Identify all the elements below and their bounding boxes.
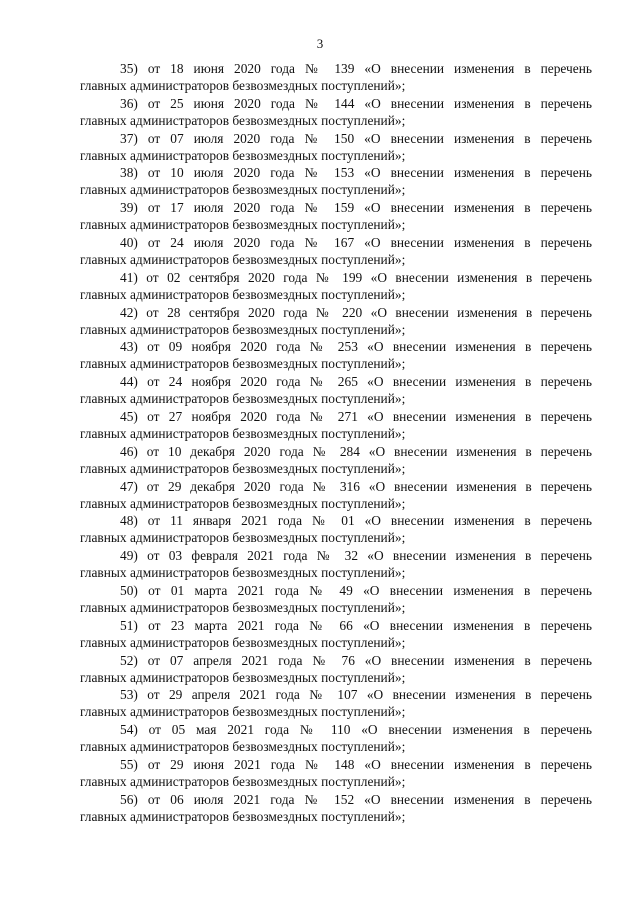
list-item (80, 756, 592, 791)
list-item (80, 408, 592, 443)
list-item (80, 338, 592, 373)
list-item (80, 199, 592, 234)
list-item (80, 130, 592, 165)
list-item-second-line: главных администраторов безвозмездных поступлений»; (80, 704, 406, 720)
list-item (80, 617, 592, 652)
list-item-first-line: 50) от 01 марта 2021 года № 49 «О внесении изменения в перечень (120, 582, 592, 598)
list-item-first-line: 42) от 28 сентября 2020 года № 220 «О внесении изменения в перечень (120, 304, 592, 320)
list-item-first-line: 45) от 27 ноября 2020 года № 271 «О внесении изменения в перечень (120, 408, 592, 424)
list-item-first-line: 56) от 06 июля 2021 года № 152 «О внесении изменения в перечень (120, 791, 592, 807)
list-item-first-line: 49) от 03 февраля 2021 года № 32 «О внесении изменения в перечень (120, 548, 592, 564)
list-item-second-line: главных администраторов безвозмездных поступлений»; (80, 530, 406, 546)
list-item-first-line: 48) от 11 января 2021 года № 01 «О внесении изменения в перечень (120, 513, 592, 529)
list-item-first-line: 38) от 10 июля 2020 года № 153 «О внесении изменения в перечень (120, 165, 592, 181)
list-item-second-line: главных администраторов безвозмездных поступлений»; (80, 321, 406, 337)
list-item-first-line: 43) от 09 ноября 2020 года № 253 «О внесении изменения в перечень (120, 339, 592, 355)
list-item (80, 721, 592, 756)
list-item (80, 304, 592, 339)
list-item-second-line: главных администраторов безвозмездных поступлений»; (80, 251, 406, 267)
list-item-second-line: главных администраторов безвозмездных поступлений»; (80, 78, 406, 93)
list-item (80, 443, 592, 478)
list-item (80, 269, 592, 304)
list-item (80, 652, 592, 687)
list-item (80, 373, 592, 408)
list-item (80, 686, 592, 721)
list-item-first-line: 35) от 18 июня 2020 года № 139 «О внесении изменения в перечень (120, 61, 592, 76)
list-item-second-line: главных администраторов безвозмездных поступлений»; (80, 634, 406, 650)
list-item-second-line: главных администраторов безвозмездных поступлений»; (80, 356, 406, 372)
list-item-second-line: главных администраторов безвозмездных поступлений»; (80, 286, 406, 302)
list-item (80, 95, 592, 130)
list-item-first-line: 36) от 25 июня 2020 года № 144 «О внесении изменения в перечень (120, 95, 592, 111)
list-item-second-line: главных администраторов безвозмездных поступлений»; (80, 147, 406, 163)
list-item (80, 791, 592, 826)
list-item-first-line: 44) от 24 ноября 2020 года № 265 «О внесении изменения в перечень (120, 374, 592, 390)
list-item-first-line: 41) от 02 сентября 2020 года № 199 «О внесении изменения в перечень (120, 269, 592, 285)
list-item-second-line: главных администраторов безвозмездных поступлений»; (80, 182, 406, 198)
list-item-second-line: главных администраторов безвозмездных поступлений»; (80, 669, 406, 685)
list-item (80, 512, 592, 547)
list-item-second-line: главных администраторов безвозмездных поступлений»; (80, 425, 406, 441)
page-number: 3 (316, 36, 324, 51)
document-list (80, 60, 592, 826)
list-item-first-line: 46) от 10 декабря 2020 года № 284 «О внесении изменения в перечень (120, 443, 592, 459)
list-item-first-line: 53) от 29 апреля 2021 года № 107 «О внесении изменения в перечень (120, 687, 592, 703)
list-item-first-line: 40) от 24 июля 2020 года № 167 «О внесении изменения в перечень (120, 234, 592, 250)
list-item-first-line: 51) от 23 марта 2021 года № 66 «О внесении изменения в перечень (120, 617, 592, 633)
list-item-second-line: главных администраторов безвозмездных поступлений»; (80, 773, 406, 789)
list-item-second-line: главных администраторов безвозмездных поступлений»; (80, 391, 406, 407)
list-item-first-line: 55) от 29 июня 2021 года № 148 «О внесении изменения в перечень (120, 756, 592, 772)
list-item (80, 164, 592, 199)
list-item-second-line: главных администраторов безвозмездных поступлений»; (80, 495, 406, 511)
list-item-first-line: 54) от 05 мая 2021 года № 110 «О внесении изменения в перечень (120, 722, 592, 738)
list-item-first-line: 52) от 07 апреля 2021 года № 76 «О внесении изменения в перечень (120, 652, 592, 668)
list-item-second-line: главных администраторов безвозмездных поступлений»; (80, 565, 406, 581)
list-item-first-line: 39) от 17 июля 2020 года № 159 «О внесении изменения в перечень (120, 200, 592, 216)
list-item-first-line: 47) от 29 декабря 2020 года № 316 «О внесении изменения в перечень (120, 478, 592, 494)
list-item (80, 547, 592, 582)
list-item-first-line: 37) от 07 июля 2020 года № 150 «О внесении изменения в перечень (120, 130, 592, 146)
list-item (80, 234, 592, 269)
list-item-second-line: главных администраторов безвозмездных поступлений»; (80, 599, 406, 615)
list-item-second-line: главных администраторов безвозмездных поступлений»; (80, 739, 406, 755)
list-item-second-line: главных администраторов безвозмездных поступлений»; (80, 808, 406, 824)
list-item-second-line: главных администраторов безвозмездных поступлений»; (80, 217, 406, 233)
list-item-second-line: главных администраторов безвозмездных поступлений»; (80, 112, 406, 128)
list-item-second-line: главных администраторов безвозмездных поступлений»; (80, 460, 406, 476)
list-item (80, 478, 592, 513)
list-item (80, 582, 592, 617)
list-item (80, 60, 592, 95)
